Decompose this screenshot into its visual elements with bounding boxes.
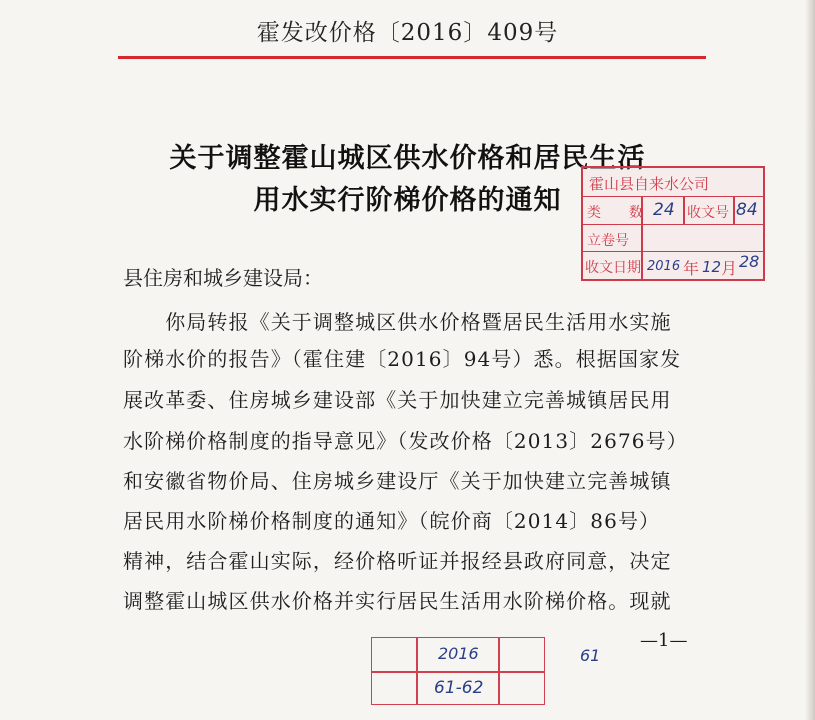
stamp-handwritten-receive-no: 84 (736, 200, 758, 220)
margin-handwritten-note: 61 (580, 646, 601, 665)
stamp-row-divider (583, 224, 763, 225)
stamp-handwritten-day: 28 (739, 252, 760, 271)
stamp-row-divider (583, 251, 763, 252)
body-text-line: 和安徽省物价局、住房城乡建设厅《关于加快建立完善城镇 (123, 469, 672, 493)
title-line-2: 用水实行阶梯价格的通知 (253, 185, 562, 216)
page-edge-shadow (805, 0, 815, 720)
stamp-col-divider (683, 196, 685, 224)
red-header-rule (118, 56, 706, 59)
stamp-month-char: 月 (721, 259, 738, 278)
document-number: 霍发改价格〔2016〕409号 (256, 20, 559, 46)
stamp-handwritten-count: 24 (653, 200, 675, 220)
stamp-label-receive-date: 收文日期 (585, 260, 641, 276)
body-text-line: 展改革委、住房城乡建设部《关于加快建立完善城镇居民用 (123, 388, 672, 412)
archive-handwritten-year: 2016 (438, 644, 479, 663)
archive-col-divider (416, 638, 418, 704)
body-text-line: 阶梯水价的报告》（霍住建〔2016〕94号）悉。根据国家发 (123, 347, 682, 371)
stamp-label-category: 类 数 (587, 205, 643, 221)
archive-handwritten-pages: 61-62 (434, 678, 484, 698)
stamp-label-file-no: 立卷号 (587, 233, 629, 249)
stamp-col-divider (733, 196, 735, 224)
body-text-line: 调整霍山城区供水价格并实行居民生活用水阶梯价格。现就 (123, 589, 672, 613)
stamp-label-receive-no: 收文号 (687, 205, 729, 221)
stamp-row-divider (583, 196, 763, 197)
archive-row-divider (372, 671, 544, 673)
archive-stamp-box (371, 637, 545, 705)
stamp-org-name: 霍山县自来水公司 (589, 175, 710, 193)
received-stamp (581, 166, 765, 281)
body-text-line: 精神，结合霍山实际，经价格听证并报经县政府同意，决定 (123, 549, 672, 573)
stamp-handwritten-month: 12 (702, 258, 722, 276)
archive-col-divider (498, 638, 500, 704)
stamp-year-char: 年 (683, 259, 700, 278)
body-text-line: 你局转报《关于调整城区供水价格暨居民生活用水实施 (123, 310, 672, 334)
body-text-line: 水阶梯价格制度的指导意见》（发改价格〔2013〕2676号） (123, 429, 688, 453)
page-number: —1— (640, 630, 688, 651)
addressee: 县住房和城乡建设局： (123, 266, 323, 290)
body-text-line: 居民用水阶梯价格制度的通知》（皖价商〔2014〕86号） (123, 509, 661, 533)
title-line-1: 关于调整霍山城区供水价格和居民生活 (169, 143, 646, 174)
stamp-handwritten-year: 2016 (647, 259, 681, 274)
